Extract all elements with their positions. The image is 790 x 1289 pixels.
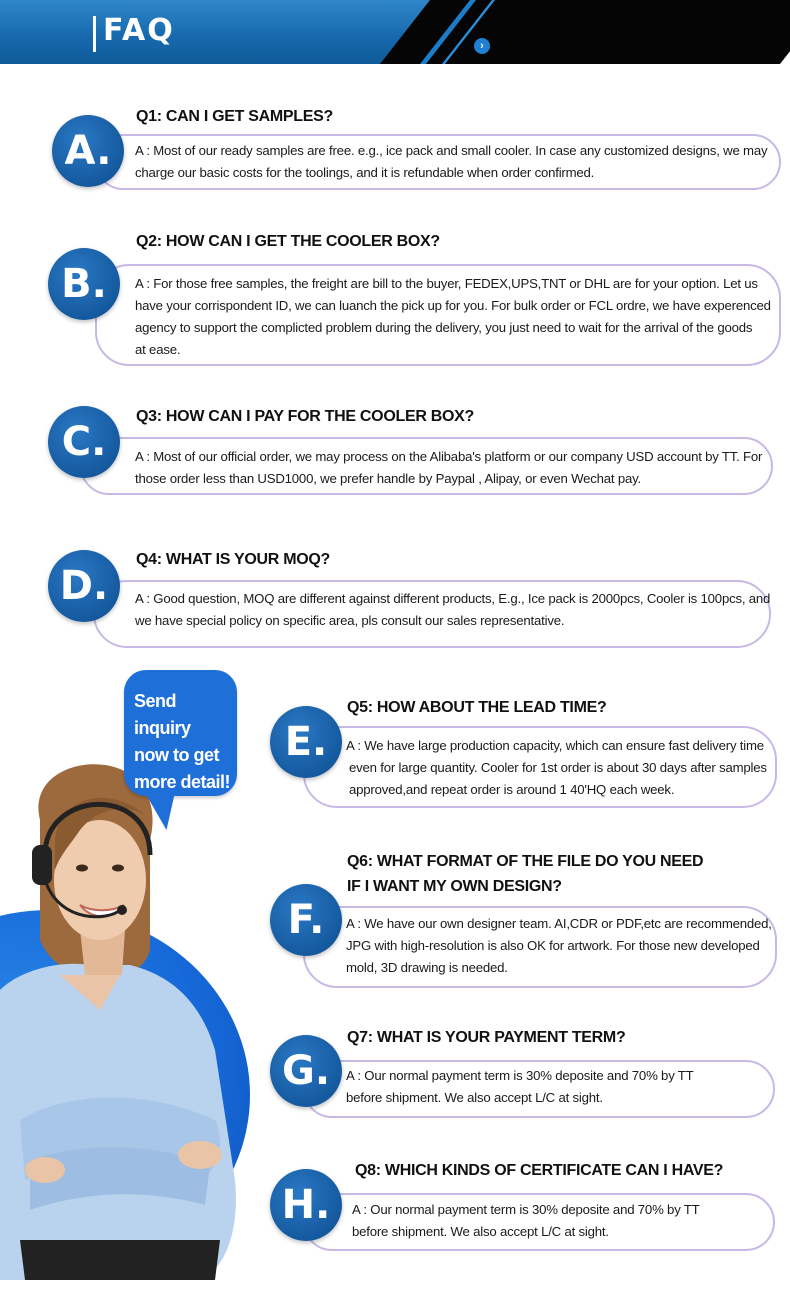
faq-5-answer xyxy=(346,735,767,801)
answer-line: mold, 3D drawing is needed. xyxy=(346,960,508,975)
faq-4-letter-badge: D. xyxy=(48,550,120,622)
answer-line: before shipment. We also accept L/C at sight. xyxy=(352,1224,609,1239)
page-title: FAQ xyxy=(103,13,175,48)
answer-line: at ease. xyxy=(135,342,181,357)
header-black-band xyxy=(380,0,790,64)
inquiry-line-1: Send inquiry xyxy=(134,691,191,738)
faq-4-question: Q4: WHAT IS YOUR MOQ? xyxy=(136,551,330,568)
header-divider xyxy=(93,16,96,52)
faq-6-question xyxy=(347,851,703,897)
faq-5-question: Q5: HOW ABOUT THE LEAD TIME? xyxy=(347,699,607,716)
answer-line: even for large quantity. Cooler for 1st order is about 30 days after samples xyxy=(349,760,767,775)
answer-line: we have special policy on specific area, pls consult our sales representative. xyxy=(135,613,565,628)
customer-service-agent-illustration xyxy=(0,760,270,1280)
faq-1-question: Q1: CAN I GET SAMPLES? xyxy=(136,108,333,125)
answer-line: agency to support the complicted problem during the delivery, you just need to wait for the arrival of the goods xyxy=(135,320,753,335)
chevron-right-icon[interactable]: › xyxy=(474,38,490,54)
answer-line: A : Most of our official order, we may process on the Alibaba's platform or our company USD account by TT. For xyxy=(135,449,763,464)
answer-line: JPG with high-resolution is also OK for artwork. For those new developed xyxy=(346,938,760,953)
answer-line: approved,and repeat order is around 1 40'HQ each week. xyxy=(349,782,675,797)
faq-1-letter-badge: A. xyxy=(52,115,124,187)
faq-7-answer xyxy=(346,1065,694,1109)
answer-line: A : For those free samples, the freight are bill to the buyer, FEDEX,UPS,TNT or DHL are for your option. Let us xyxy=(135,276,758,291)
answer-line: A : Good question, MOQ are different against different products, E.g., Ice pack is 2000pcs, Cooler is 100pcs, and xyxy=(135,591,771,606)
faq-8-letter-badge: H. xyxy=(270,1169,342,1241)
faq-6-answer xyxy=(346,913,772,979)
faq-7-question: Q7: WHAT IS YOUR PAYMENT TERM? xyxy=(347,1029,626,1046)
faq-header xyxy=(0,0,790,64)
faq-2-answer xyxy=(135,273,771,361)
faq-1-answer xyxy=(135,140,767,184)
faq-7-letter-badge: G. xyxy=(270,1035,342,1107)
answer-line: those order less than USD1000, we prefer handle by Paypal , Alipay, or even Wechat pay. xyxy=(135,471,642,486)
answer-line: charge our basic costs for the toolings, and it is refundable when order confirmed. xyxy=(135,165,595,180)
faq-8-answer xyxy=(352,1199,700,1243)
faq-2-question: Q2: HOW CAN I GET THE COOLER BOX? xyxy=(136,233,440,250)
faq-2-letter-badge: B. xyxy=(48,248,120,320)
question-line: IF I WANT MY OWN DESIGN? xyxy=(347,878,562,895)
answer-line: A : Our normal payment term is 30% deposite and 70% by TT xyxy=(352,1202,700,1217)
faq-6-letter-badge: F. xyxy=(270,884,342,956)
inquiry-bubble-text[interactable] xyxy=(134,688,234,796)
faq-3-letter-badge: C. xyxy=(48,406,120,478)
faq-5-letter-badge: E. xyxy=(270,706,342,778)
answer-line: A : We have large production capacity, which can ensure fast delivery time xyxy=(346,738,764,753)
answer-line: A : We have our own designer team. AI,CDR or PDF,etc are recommended, xyxy=(346,916,772,931)
question-line: Q6: WHAT FORMAT OF THE FILE DO YOU NEED xyxy=(347,853,704,870)
answer-line: A : Our normal payment term is 30% deposite and 70% by TT xyxy=(346,1068,694,1083)
inquiry-line-3: more detail! xyxy=(134,772,231,792)
faq-3-question: Q3: HOW CAN I PAY FOR THE COOLER BOX? xyxy=(136,408,474,425)
answer-line: A : Most of our ready samples are free. e.g., ice pack and small cooler. In case any customized designs, we may xyxy=(135,143,768,158)
faq-4-answer xyxy=(135,588,770,632)
answer-line: before shipment. We also accept L/C at sight. xyxy=(346,1090,603,1105)
faq-3-answer xyxy=(135,446,762,490)
inquiry-line-2: now to get xyxy=(134,745,219,765)
answer-line: have your corrispondent ID, we can luanch the pick up for you. For bulk order or FCL ordre, we have experenced xyxy=(135,298,771,313)
faq-8-question: Q8: WHICH KINDS OF CERTIFICATE CAN I HAVE? xyxy=(355,1162,724,1179)
